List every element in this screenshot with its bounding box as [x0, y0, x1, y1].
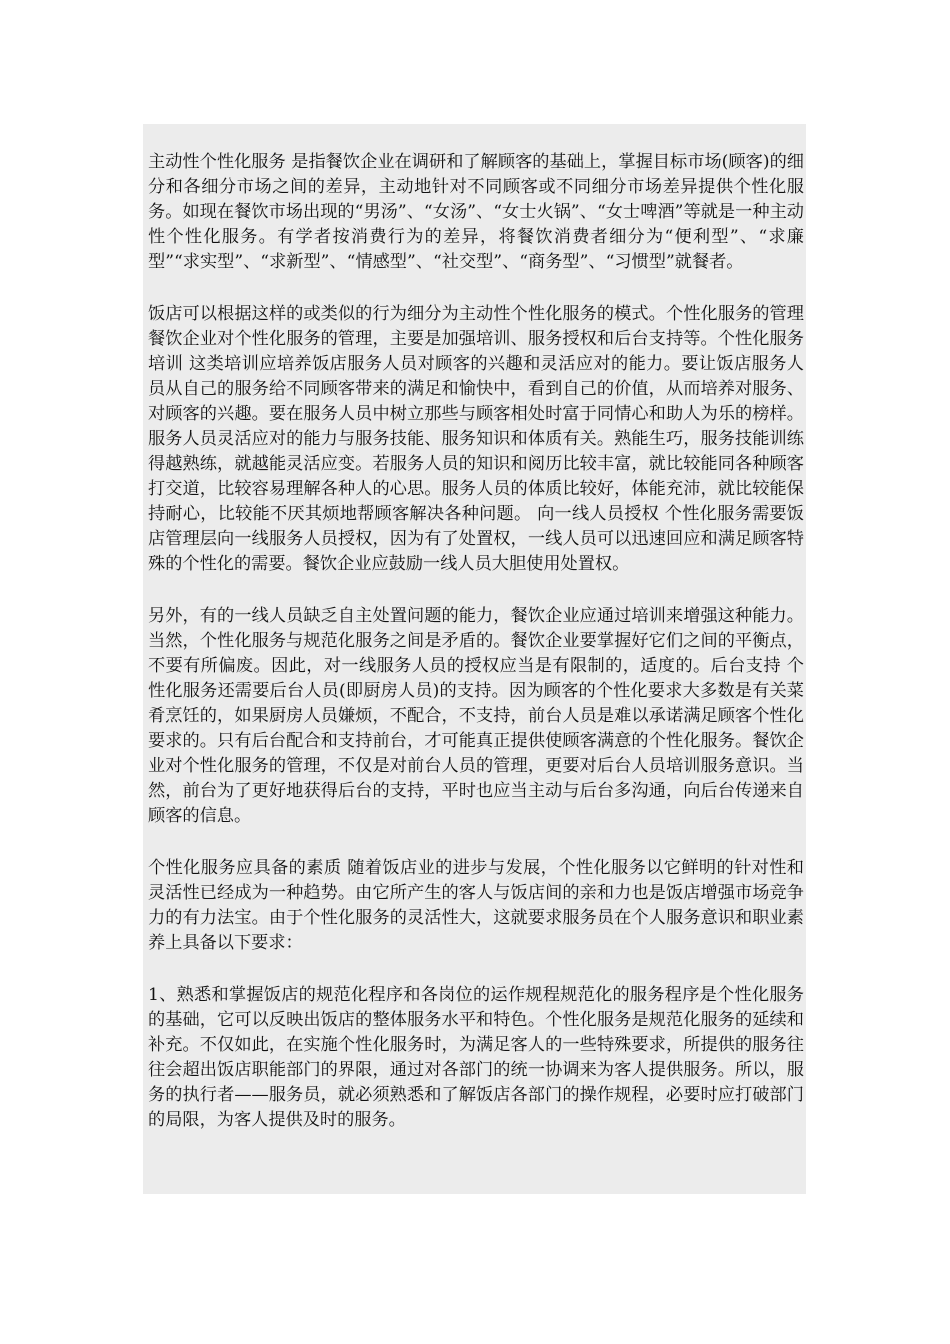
paragraph-required-qualities: 个性化服务应具备的素质 随着饭店业的进步与发展，个性化服务以它鲜明的针对性和灵活性已经成为一种趋势。由它所产生的客人与饭店间的亲和力也是饭店增强市场竞争力的有力法宝。由于个性化服务的灵活性大，这就要求服务员在个人服务意识和职业素养上具备以下要求：	[148, 858, 804, 953]
paragraph-backend-support: 另外，有的一线人员缺乏自主处置问题的能力，餐饮企业应通过培训来增强这种能力。当然，个性化服务与规范化服务之间是矛盾的。餐饮企业要掌握好它们之间的平衡点，不要有所偏废。因此，对一线服务人员的授权应当是有限制的，适度的。后台支持 个性化服务还需要后台人员(即厨房人员)的支持。因为顾客的个性化要求大多数是有关菜肴烹饪的，如果厨房人员嫌烦，不配合，不支持，前台人员是难以承诺满足顾客个性化要求的。只有后台配合和支持前台，才可能真正提供使顾客满意的个性化服务。餐饮企业对个性化服务的管理，不仅是对前台人员的管理，更要对后台人员培训服务意识。当然，前台为了更好地获得后台的支持，平时也应当主动与后台多沟通，向后台传递来自顾客的信息。	[148, 606, 804, 826]
document-text-block	[143, 124, 806, 1194]
paragraph-proactive-personalized-service: 主动性个性化服务 是指餐饮企业在调研和了解顾客的基础上，掌握目标市场(顾客)的细分和各细分市场之间的差异，主动地针对不同顾客或不同细分市场差异提供个性化服务。如现在餐饮市场出现的“男汤”、“女汤”、“女士火锅”、“女士啤酒”等就是一种主动性个性化服务。有学者按消费行为的差异，将餐饮消费者细分为“便利型”、“求廉型”“求实型”、“求新型”、“情感型”、“社交型”、“商务型”、“习惯型”就餐者。	[148, 152, 804, 272]
paragraph-requirement-1: 1、熟悉和掌握饭店的规范化程序和各岗位的运作规程规范化的服务程序是个性化服务的基础，它可以反映出饭店的整体服务水平和特色。个性化服务是规范化服务的延续和补充。不仅如此，在实施个性化服务时，为满足客人的一些特殊要求，所提供的服务往往会超出饭店职能部门的界限，通过对各部门的统一协调来为客人提供服务。所以，服务的执行者——服务员，就必须熟悉和了解饭店各部门的操作规程，必要时应打破部门的局限，为客人提供及时的服务。	[148, 985, 804, 1130]
paragraph-management-and-training: 饭店可以根据这样的或类似的行为细分为主动性个性化服务的模式。个性化服务的管理餐饮企业对个性化服务的管理，主要是加强培训、服务授权和后台支持等。个性化服务培训 这类培训应培养饭店服务人员对顾客的兴趣和灵活应对的能力。要让饭店服务人员从自己的服务给不同顾客带来的满足和愉快中，看到自己的价值，从而培养对服务、对顾客的兴趣。要在服务人员中树立那些与顾客相处时富于同情心和助人为乐的榜样。服务人员灵活应对的能力与服务技能、服务知识和体质有关。熟能生巧，服务技能训练得越熟练，就越能灵活应变。若服务人员的知识和阅历比较丰富，就比较能同各种顾客打交道，比较容易理解各种人的心思。服务人员的体质比较好，体能充沛，就比较能保持耐心，比较能不厌其烦地帮顾客解决各种问题。 向一线人员授权 个性化服务需要饭店管理层向一线服务人员授权，因为有了处置权，一线人员可以迅速回应和满足顾客特殊的个性化的需要。餐饮企业应鼓励一线人员大胆使用处置权。	[148, 304, 804, 574]
